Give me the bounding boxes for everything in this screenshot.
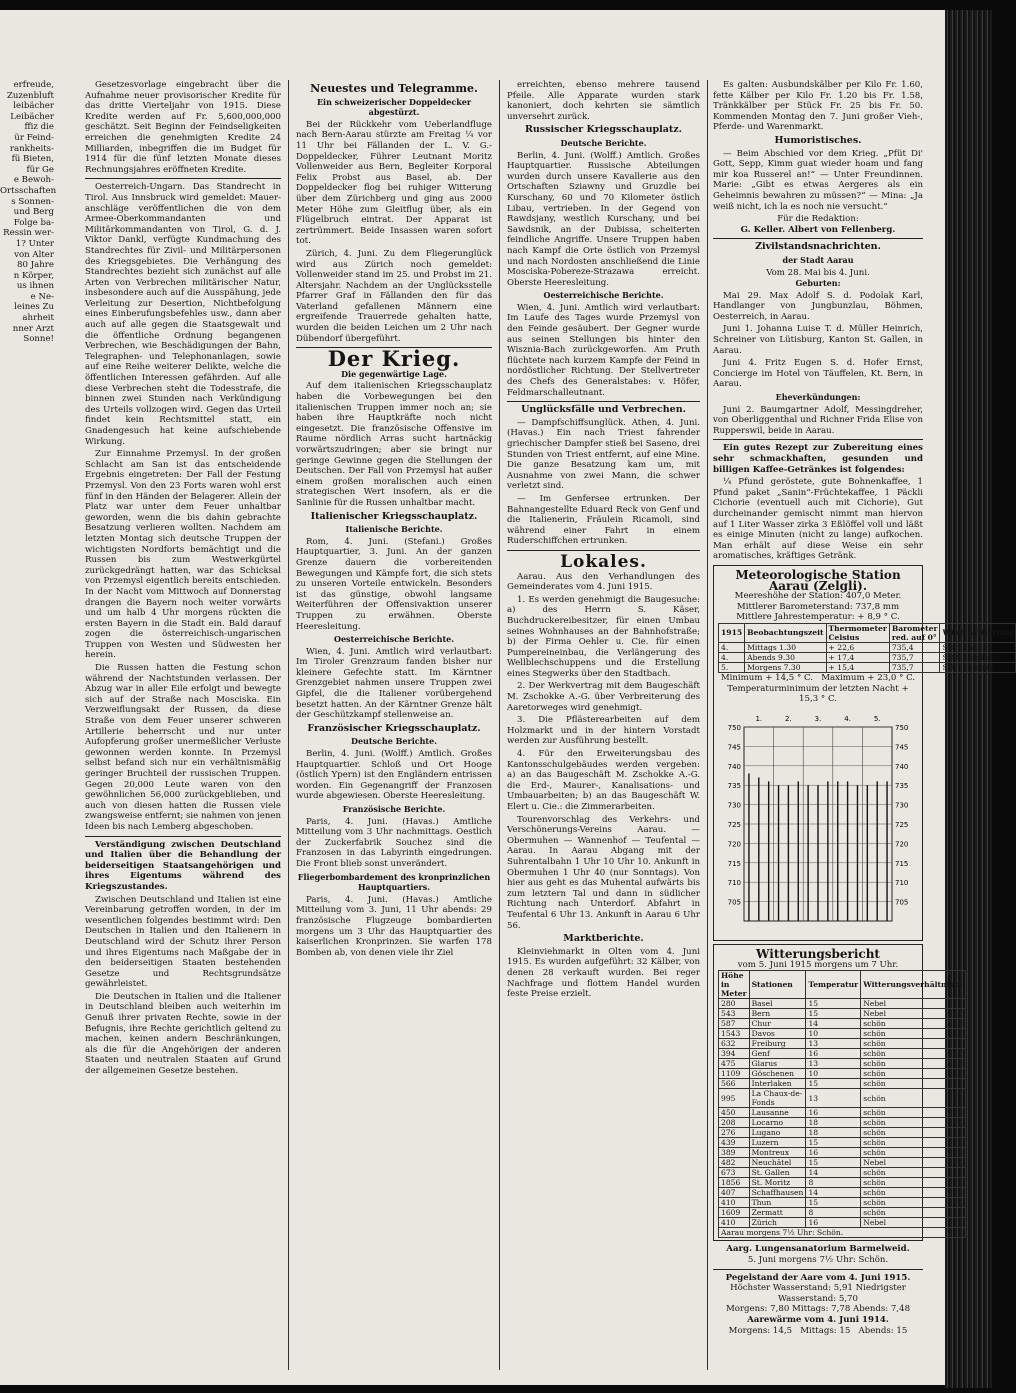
subheading: Eheverkündungen:	[775, 392, 861, 403]
table-cell: 16	[806, 1108, 861, 1118]
paragraph: — Im Genfersee ertrunken. Der Bahnangestellte Eduard Reck von Genf und die Italienerin, Fräulein Ricamoli, sind während einer Fahrt in einem Ruderschiffchen ertrunken.	[507, 493, 700, 547]
table-row	[719, 1208, 966, 1218]
table-cell: 735,7	[889, 662, 940, 672]
paragraph: erreichten, ebenso mehrere tausend Pfeile. Alle Apparate wurden stark kanoniert, doch kehrten sie sämtlich unversehrt zurück.	[507, 80, 700, 122]
maximum-value: Maximum + 23,0 ° C.	[821, 672, 916, 683]
table-header: Barometer red. auf 0°	[889, 623, 940, 642]
x-category-label: 5.	[873, 714, 881, 723]
table-row	[719, 1059, 966, 1069]
table-cell: 450	[719, 1108, 750, 1118]
aare-temp-values	[713, 1326, 923, 1337]
table-cell: Lausanne	[749, 1108, 806, 1118]
table-row	[719, 662, 1016, 672]
column-1	[85, 80, 281, 1370]
subheading: der Stadt Aarau	[782, 254, 854, 265]
table-cell: Glarus	[749, 1059, 806, 1069]
y-tick-label: 715	[727, 859, 741, 868]
table-cell: 587	[719, 1019, 750, 1029]
table-row	[719, 1108, 966, 1118]
table-cell: 16	[806, 1218, 861, 1228]
x-category-label: 4.	[844, 714, 851, 723]
table-cell: Mittags 1.30	[745, 642, 826, 652]
table-cell: Basel	[749, 999, 806, 1009]
paragraph-heading: Verständigung zwischen Deutschland und Italien über die Behandlung der beiderseitigen Staatsangehörigen und ihres Eigentums während des Kriegszustandes.	[85, 839, 281, 892]
column-4	[713, 80, 1014, 1370]
table-cell: 439	[719, 1138, 750, 1148]
paragraph: Zur Einnahme Przemysl. In der großen Schlacht am San ist das entscheidende Ergebnis eingetreten: Der Fall der Festung Przemysl. Von den 23 Forts waren wohl erst fünf in den Händen der Belagerer. Allein der Platz war unter dem Feuer unhaltbar geworden, wenn die bis dahin gebrachte Besatzung verlieren wollten. Nachdem am letzten Montag sich deutsche Truppen der wichtigsten Nordforts bemächtigt und die Russen bis zum Westwerkgürtel zurückgedrängt hatten, war das Schicksal von Przemysl eigentlich bereits entschieden. In der Nacht vom Mittwoch auf Donnerstag drangen die Bayern noch weiter vorwärts und um halb 4 Uhr morgens rückten die ersten Bayern in die Stadt ein. Bald darauf zogen die österreichisch-ungarischen Truppen von Westen und Südwesten her herein.	[85, 449, 281, 661]
paragraph: ¼ Pfund geröstete, gute Bohnenkaffee, 1 Pfund paket „Sanin“-Früchtekaffee, 1 Päckli Cichorie (eventuell auch mit Cichorie), Gut durcheinander gemischt nimmt man hiervon auf 1 Liter Wasser zirka 3 Eßlöffel voll und läßt es einige Minuten (nicht zu lange) aufkochen. Man erhält auf diese Weise ein sehr aromatisches, kräftiges Getränk.	[713, 477, 923, 562]
table-cell: Chur	[749, 1019, 806, 1029]
weather-report-box	[713, 944, 963, 1241]
editor-label: Für die Redaktion:	[777, 214, 859, 225]
table-header: Beobachtungszeit	[745, 623, 826, 642]
table-row	[719, 1039, 966, 1049]
table-cell: 1609	[719, 1208, 750, 1218]
y-tick-label: 730	[727, 801, 741, 810]
table-cell: Göschenen	[749, 1069, 806, 1079]
table-cell: 410	[719, 1218, 750, 1228]
table-cell: 15	[806, 1009, 861, 1019]
paragraph: Die Deutschen in Italien und die Italiener in Deutschland bleiben auch weiterhin im Genuß ihrer privaten Rechte, sowie in der Befugnis, ihre Rechte gerichtlich geltend zu machen, keinen andern Beschränkungen, als die für die Angehörigen der anderen Staaten und neutralen Staaten auf Grund der allgemeinen Gesetze bestehen.	[85, 991, 281, 1077]
table-cell: schön	[861, 1069, 966, 1079]
table-cell: schön	[861, 1108, 966, 1118]
y-tick-label-right: 720	[895, 840, 909, 849]
section-title: Marktberichte.	[563, 933, 644, 945]
table-cell: 13	[806, 1039, 861, 1049]
table-row	[719, 1188, 966, 1198]
table-cell: Morgens 7.30	[745, 662, 826, 672]
table-cell: Luzern	[749, 1138, 806, 1148]
paragraph: Die Russen hatten die Festung schon während der Nachtstunden verlassen. Der Abzug war in aller Eile erfolgt und bewegte sich auf der Straße nach Mosciska. Ein Verzweiflungsakt der Russen, da diese Straße von dem Feuer unserer schweren Artillerie beherrscht und nur unter Aufopferung großer unermeßlicher Verluste gewonnen werden konnte. In Przemysl selbst befand sich nur ein verhältnismäßig geringer Bruchteil der russischen Truppen. Gegen 20,000 Leute waren von den gewöhnlichen 56,000 zurückgeblieben, und auch von diesen hatten die Russen viele zwangsweise entfernt; sie nahmen von jenen Ideen bis nach Lemberg abgeschoben.	[85, 663, 281, 832]
table-cell: 280	[719, 999, 750, 1009]
fragment-line: rankheits-	[9, 143, 54, 154]
subheading: Italienische Berichte.	[345, 524, 443, 535]
paragraph: Auf dem italienischen Kriegsschauplatz haben die Vorbewegungen bei den italienischen Truppen immer noch an; sie haben ihre Hauptkräfte noch nicht eingesetzt. Die französische Offensive im Raume nördlich Arras sucht hartnäckig vorwärtszudringen; aber sie bringt nur geringe Gewinne gegen die Stellungen der Deutschen. Der Fall von Przemysl hat außer einem großen moralischen auch einen strategischen Wert insofern, als er die Sanlinie für die Russen unhaltbar macht.	[296, 381, 492, 508]
table-cell: 475	[719, 1059, 750, 1069]
table-cell: schön	[861, 1148, 966, 1158]
table-header: Temperatur	[806, 971, 861, 999]
fragment-line: s Sonnen-	[11, 196, 54, 207]
table-cell: 673	[719, 1168, 750, 1178]
table-cell: 1543	[719, 1029, 750, 1039]
y-tick-label-right: 740	[895, 762, 909, 771]
table-cell: St. Gallen	[749, 1168, 806, 1178]
table-cell: Nebel	[861, 1009, 966, 1019]
table-row	[719, 1029, 966, 1039]
station-line: Mittlerer Barometerstand: 737,8 mm	[736, 601, 900, 612]
table-cell: + 15,4	[826, 662, 889, 672]
table-cell: Nebel	[861, 1218, 966, 1228]
table-row	[719, 642, 1016, 652]
weather-table	[718, 623, 1016, 673]
table-row	[719, 1089, 966, 1108]
fragment-line: von Alter	[14, 249, 54, 260]
table-cell: + 17,4	[826, 652, 889, 662]
table-cell: schön	[861, 1178, 966, 1188]
subheading: Deutsche Berichte.	[560, 137, 647, 148]
fragment-line: 80 Jahre	[17, 260, 54, 271]
paragraph: — Beim Abschied vor dem Krieg. „Pfüt Di' Gott, Sepp, Kimm guat wieder hoam und fang mir koa Russerel an!“ — Unter Freundinnen. Marie: „Gibt es etwas Aergeres als ein Geheimnis bewahren zu müssen?“ — Mina: „Ja weiß nicht, ich la es noch nie versucht.“	[713, 148, 923, 212]
weather-report-date: vom 5. Juni 1915 morgens um 7 Uhr.	[737, 959, 899, 970]
table-cell: 15	[806, 1138, 861, 1148]
table-cell: Nebel	[861, 999, 966, 1009]
table-cell: 1109	[719, 1069, 750, 1079]
editor-names: G. Keller. Albert von Fellenberg.	[740, 224, 896, 235]
table-cell: 4.	[719, 642, 745, 652]
paragraph: Es galten: Ausbundskälber per Kilo Fr. 1.60, fette Kälber per Kilo Fr. 1.20 bis Fr. 1.58, Tränkkälber per Stück Fr. 25 bis Fr. 50. Kommenden Montag den 7. Juni großer Vieh-, Pferde- und Warenmarkt.	[713, 80, 923, 133]
table-row	[719, 1019, 966, 1029]
table-cell: schön	[861, 1128, 966, 1138]
water-level-min: Niedrigster Wasserstand: 5,70	[777, 1283, 906, 1304]
paragraph: Oesterreich-Ungarn. Das Standrecht in Tirol. Aus Innsbruck wird gemeldet: Mauer-anschläge veröffentlichen die von dem Armee-Oberkommandanten und Militärkommandanten von Tirol, G. d. J. Viktor Dankl, verfügte Kundmachung des Standrechtes für Zivil- und Militärpersonen des Kriegsgebietes. Die Verhängung des Standrechtes bezieht sich zunächst auf alle Arten von Verbrechen militärischer Natur, insbesondere auch auf die Ausspähung, jede Verleitung zur Desertion, Nichtbefolgung eines Einberufungsbefehles usw., dann aber auch auf alle gegen die Staatsgewalt und die öffentliche Ordnung begangenen Verbrechen, wie Beschädigungen der Bahn, Telegraphen- und Telephonanlagen, sowie auf eine Reihe weiterer Delikte, welche die öffentlichen Interessen gefährden. Auf alle diese Verbrechen steht die Todesstrafe, die binnen zwei Stunden nach Verkündigung des Urteils vollzogen wird. Gegen das Urteil findet kein Rechtsmittel statt, ein Gnadengesuch hat keine aufschiebende Wirkung.	[85, 182, 281, 447]
table-row	[719, 1138, 966, 1148]
fragment-line: Folge ba-	[13, 217, 54, 228]
night-minimum: Temperaturminimum der letzten Nacht + 15,3 ° C.	[727, 683, 909, 705]
table-cell: 18	[806, 1128, 861, 1138]
weather-report-title: Witterungsbericht	[756, 947, 880, 962]
section-title-local: Lokales.	[560, 551, 647, 572]
table-row	[719, 1069, 966, 1079]
weather-report-table	[718, 970, 966, 1238]
table-cell: 15	[806, 1198, 861, 1208]
fragment-line: leibächer	[13, 101, 54, 112]
list-item: Mai 29. Max Adolf S. d. Podolak Karl, Handlanger von Jungbunzlau, Böhmen, Oesterreich, in Aarau.	[713, 290, 923, 322]
section-title: Humoristisches.	[774, 134, 862, 146]
station-line: Mittlere Jahrestemperatur: + 8,9 ° C.	[736, 612, 900, 623]
table-cell: 276	[719, 1128, 750, 1138]
weather-report-footer: Aarau morgens 7½ Uhr: Schön.	[719, 1228, 966, 1238]
table-cell: St. Moritz	[749, 1178, 806, 1188]
table-cell: schön	[967, 642, 1015, 652]
y-tick-label: 725	[727, 820, 741, 829]
y-tick-label: 740	[727, 762, 741, 771]
table-cell: 394	[719, 1049, 750, 1059]
table-cell: 995	[719, 1089, 750, 1108]
paragraph: Berlin, 4. Juni. (Wolff.) Amtlich. Großes Hauptquartier. Russische Abteilungen wurden durch unsere Kavallerie aus den Ortschaften Sziawny und Gruzdle bei Kurschany, 60 und 70 Kilometer östlich Libau, vertrieben. In der Gegend von Rawdsjany, westlich Kurschany, und bei Sawdsnik, an der Dubissa, scheiterten feindliche Angriffe. Unsere Truppen haben nach Kampf die Orte östlich von Przemysl und nach Nordosten anschließend die Linie Mosciska-Pobereze-Strazawa erreicht. Oberste Heeresleitung.	[507, 150, 700, 288]
table-cell: Bern	[749, 1009, 806, 1019]
weather-station-box	[713, 565, 1014, 941]
aare-temp-title: Aarewärme vom 4. Juni 1914.	[747, 1315, 889, 1326]
table-row	[719, 1148, 966, 1158]
table-cell: 10	[806, 1029, 861, 1039]
table-cell: schön	[861, 1039, 966, 1049]
table-cell: 16	[806, 1148, 861, 1158]
table-row	[719, 1218, 966, 1228]
table-header: Thermometer Celsius	[826, 623, 889, 642]
fragment-line: leines Zu	[14, 302, 54, 313]
fragment-line: ür Feind-	[14, 132, 54, 143]
paragraph: Paris, 4. Juni. (Havas.) Amtliche Mitteilung vom 3 Uhr nachmittags. Oestlich der Zuckerfabrik Souchez sind die Franzosen in das Labyrinth eingedrungen. Die Front blieb sonst unverändert.	[296, 816, 492, 869]
water-level-morning: Morgens: 7,80	[725, 1304, 790, 1315]
y-tick-label-right: 735	[895, 781, 909, 790]
table-cell: Lugano	[749, 1128, 806, 1138]
paragraph: — Dampfschiffsunglück. Athen, 4. Juni. (Havas.) Ein nach Triest fahrender griechischer Dampfer stieß bei Saseno, drei Stunden von Triest entfernt, auf eine Mine. Die ganze Besatzung kam um, mit Ausnahme von zwei Mann, die schwer verletzt sind.	[507, 417, 700, 492]
table-cell: 566	[719, 1079, 750, 1089]
fragment-line: Ressin wer-	[3, 228, 54, 239]
sanatorium-title: Aarg. Lungensanatorium Barmelweid.	[726, 1244, 910, 1255]
table-cell: 15	[806, 1158, 861, 1168]
table-row	[719, 652, 1016, 662]
list-item: 4. Für den Erweiterungsbau des Kantonsschulgebäudes werden vergeben: a) an das Baugeschäft M. Zschokke A.-G. die Erd-, Maurer-, Kanalisations- und Umbauarbeiten; b) an das Baugeschäft W. Elert u. Cie.: die Zimmerarbeiten.	[507, 749, 700, 812]
y-tick-label: 735	[727, 781, 741, 790]
subheading: Oesterreichische Berichte.	[333, 634, 455, 645]
aare-temp-morning: Morgens: 14,5	[728, 1325, 793, 1336]
water-level-max: Höchster Wasserstand: 5,91	[730, 1283, 853, 1294]
section-title-telegrams: Neuestes und Telegramme.	[310, 82, 478, 95]
station-line: Meereshöhe der Station: 407,0 Meter.	[734, 591, 902, 602]
x-category-label: 1.	[755, 714, 763, 723]
table-cell: Genf	[749, 1049, 806, 1059]
paragraph: Kleinviehmarkt in Olten vom 4. Juni 1915. Es wurden aufgeführt: 32 Kälber, von denen 28 verkauft wurden. Bei reger Nachfrage und flottem Handel wurden feste Preise erzielt.	[507, 946, 700, 1000]
fragment-line: Sonne!	[23, 334, 54, 345]
table-cell: 13	[806, 1059, 861, 1069]
fragment-line: für Ge	[26, 164, 54, 175]
y-tick-label-right: 705	[895, 898, 909, 907]
paragraph: Rom, 4. Juni. (Stefani.) Großes Hauptquartier, 3. Juni. An der ganzen Grenze dauern die vorbereitenden Bewegungen und Kämpfe fort, die sich stets zu unseren Vorteile entwickeln. Besonders ist das günstige, obwohl langsame Weiterführen der Offensivaktion unserer Truppen zu erwähnen. Oberste Heeresleitung.	[296, 536, 492, 632]
x-category-label: 3.	[814, 714, 822, 723]
y-tick-label-right: 710	[895, 878, 909, 887]
table-cell: schön	[861, 1089, 966, 1108]
column-3	[507, 80, 700, 1370]
column-rule	[288, 80, 289, 1370]
fragment-line: und Berg	[13, 207, 54, 218]
table-header: Höhe in Meter	[719, 971, 750, 999]
table-row	[719, 1049, 966, 1059]
min-max-line	[718, 673, 918, 684]
table-header: Witterungsverhältnisse	[861, 971, 966, 999]
aare-temp-evening: Abends: 15	[858, 1325, 908, 1336]
section-title: Italienischer Kriegsschauplatz.	[310, 510, 478, 522]
y-tick-label: 710	[727, 878, 741, 887]
weather-station-title: Meteorologische Station Aarau (Zelgli).	[735, 567, 901, 593]
table-row	[719, 1198, 966, 1208]
paragraph: Tourenvorschlag des Verkehrs- und Verschönerungs-Vereins Aarau. — Obermuhen — Wannenhof — Teufental — Aarau. In Aarau Abgang mit der Suhrentalbahn 1 Uhr 10 Uhr 10. Ankunft in Obermuhen 1 Uhr 40 (nur Sonntags). Von hier aus geht es das Muhental aufwärts bis zum letztern Tal und dann in südlicher Richtung nach Unterdorf. Abfahrt in Teufental 6 Uhr 13. Ankunft in Aarau 6 Uhr 56.	[507, 814, 700, 931]
table-cell: 14	[806, 1168, 861, 1178]
subheading: Deutsche Berichte.	[351, 736, 437, 747]
table-cell: 8	[806, 1178, 861, 1188]
table-cell: 389	[719, 1148, 750, 1158]
list-item: Juni 4. Fritz Eugen S. d. Hofer Ernst, Concierge im Hotel von Täuffelen, Kt. Bern, in Aarau.	[713, 358, 923, 390]
table-cell: 5.	[719, 662, 745, 672]
fragment-line: nner Arzt	[12, 323, 54, 334]
water-level-title: Pegelstand der Aare vom 4. Juni 1915.	[725, 1272, 911, 1283]
fragment-line: e Bewoh-	[13, 175, 54, 186]
section-title: Russischer Kriegsschauplatz.	[524, 124, 682, 136]
paragraph: Wien, 4. Juni. Amtlich wird verlautbart: Im Tiroler Grenzraum fanden bisher nur kleinere Gefechte statt. Im Kärntner Grenzgebiet nahmen unsere Truppen zwei Gipfel, die die Italiener vorübergehend besetzt hatten. An der Kärntner Grenze hält der Geschützkampf stellenweise an.	[296, 646, 492, 721]
table-cell: Montreux	[749, 1148, 806, 1158]
table-cell: schön	[861, 1029, 966, 1039]
table-cell: 1856	[719, 1178, 750, 1188]
table-cell: 410	[719, 1198, 750, 1208]
subheading: Geburten:	[795, 278, 841, 289]
table-cell: Abends 9.30	[745, 652, 826, 662]
table-cell: Zermatt	[749, 1208, 806, 1218]
paragraph: Zwischen Deutschland und Italien ist eine Vereinbarung getroffen worden, in der im wesentlichen folgendes bestimmt wird: Den Deutschen in Italien und den Italienern in Deutschland wird der Schutz ihrer Person und ihres Eigentums nach Maßgabe der in den beiderseitigen Staaten bestehenden Gesetze und Rechtsgrundsätze gewährleistet.	[85, 894, 281, 990]
y-tick-label-right: 745	[895, 743, 909, 752]
table-cell: SO 1	[940, 642, 967, 652]
table-cell: 482	[719, 1158, 750, 1168]
table-cell: 13	[806, 1089, 861, 1108]
table-cell: SO 0	[940, 652, 967, 662]
paragraph: Zürich, 4. Juni. Zu dem Fliegerunglück wird aus Zürich noch gemeldet: Vollenweider stand im 25. und Probst im 21. Altersjahr. Nachdem an der Unglücksstelle Pfarrer Graf in Fällanden den für das Vaterland gefallenen Männern eine ergreifende Trauerrede gehalten hatte, wurden die beiden Leichen um 2 Uhr nach Dübendorf übergeführt.	[296, 248, 492, 344]
table-header: Wind	[940, 623, 967, 642]
table-row	[719, 999, 966, 1009]
table-cell: 10	[806, 1069, 861, 1079]
y-tick-label: 720	[727, 840, 741, 849]
table-cell: Davos	[749, 1029, 806, 1039]
fragment-line: ffiz die	[24, 122, 54, 133]
column-2	[296, 80, 492, 1370]
aare-temp-noon: Mittags: 15	[800, 1325, 851, 1336]
table-cell: 632	[719, 1039, 750, 1049]
paragraph-heading: Ein gutes Rezept zur Zubereitung eines sehr schmackhaften, gesunden und billigen Kaffee-Getränkes ist folgendes:	[713, 443, 923, 475]
table-cell: 16	[806, 1049, 861, 1059]
table-row	[719, 1128, 966, 1138]
fragment-line: Ortsschaften	[0, 185, 57, 196]
table-cell: schön	[861, 1198, 966, 1208]
column-rule	[499, 80, 500, 1370]
y-tick-label: 745	[727, 743, 741, 752]
table-cell: Freiburg	[749, 1039, 806, 1049]
column-rule	[707, 80, 708, 1370]
list-item: 1. Es werden genehmigt die Baugesuche: a) des Herrn S. Käser, Buchdruckereibesitzer, für einen Umbau seines Wohnhauses an der Bahnhofstraße; b) der Firma Oehler u. Cie. für einen Pumpereineinbau, die Verlängerung des Wellblechschuppens und die Erstellung eines Stegwerks über den Stadtbach.	[507, 594, 700, 679]
table-header: Witterung	[967, 623, 1015, 642]
list-item: 2. Der Werkvertrag mit dem Baugeschäft M. Zschokke A.-G. über Verbreiterung des Aaretorweges wird genehmigt.	[507, 681, 700, 713]
table-cell: schön	[861, 1118, 966, 1128]
subheading: Ein schweizerischer Doppeldecker abgestürzt.	[316, 96, 472, 118]
table-cell: schön	[861, 1059, 966, 1069]
y-tick-label-right: 750	[895, 723, 909, 732]
table-cell: schön	[861, 1019, 966, 1029]
table-cell: schön	[861, 1079, 966, 1089]
y-tick-label-right: 730	[895, 801, 909, 810]
fragment-line: ahrheit	[22, 313, 54, 324]
paragraph: Wien, 4. Juni. Amtlich wird verlautbart: Im Laufe des Tages wurde Przemysl von den Feinde gesäubert. Der Gegner wurde aus seinen Stellungen bis hinter den Wisznia-Bach zurückgeworfen. Am Pruth flüchtete nach kurzem Kampfe der Feind in nordöstlicher Richtung. Der Stellvertreter des Chefs des Generalstabes: v. Höfer, Feldmarschalleutnant.	[507, 302, 700, 398]
table-cell: 14	[806, 1188, 861, 1198]
table-row	[719, 1178, 966, 1188]
barometer-chart	[718, 705, 918, 935]
table-cell: 15	[806, 999, 861, 1009]
previous-page-fragment	[0, 80, 57, 1370]
minimum-value: Minimum + 14,5 ° C.	[720, 672, 814, 683]
table-cell: Interlaken	[749, 1079, 806, 1089]
table-cell: 8	[806, 1208, 861, 1218]
water-level-noon: Mittags: 7,78	[792, 1304, 851, 1315]
fragment-line: Zuzenbluft	[6, 90, 54, 101]
section-title: Französischer Kriegsschauplatz.	[307, 722, 481, 734]
table-cell: Zürich	[749, 1218, 806, 1228]
y-tick-label-right: 715	[895, 859, 909, 868]
table-cell: 15	[806, 1079, 861, 1089]
table-cell: schön	[861, 1208, 966, 1218]
list-item: Juni 1. Johanna Luise T. d. Müller Heinrich, Schreiner von Lütisburg, Kanton St. Gallen, in Aarau.	[713, 324, 923, 356]
fragment-line: 1? Unter	[15, 238, 54, 249]
section-title-war: Der Krieg.	[327, 346, 461, 372]
table-cell: 4.	[719, 652, 745, 662]
table-cell: Thun	[749, 1198, 806, 1208]
table-cell: 735,7	[889, 652, 940, 662]
water-level-evening: Abends: 7,48	[853, 1304, 911, 1315]
fragment-line: us ihnen	[16, 281, 54, 292]
paragraph: Bei der Rückkehr vom Ueberlandfluge nach Bern-Aarau stürzte am Freitag ¼ vor 11 Uhr bei Fällanden der L. V. G.-Doppeldecker, Führer Leutnant Moritz Vollenweider aus Bern, Begleiter Korporal Felix Probst aus Basel, ab. Der Doppeldecker flog bei ruhiger Witterung über dem Zürichberg und ging aus 2000 Meter Höhe zum Gleitflug über, als ein Flügelbruch eintrat. Der Apparat ist zertrümmert. Beide Insassen waren sofort tot.	[296, 119, 492, 247]
list-item: 3. Die Pflästerearbeiten auf dem Holzmarkt und in der hintern Vorstadt werden zur Ausführung bestellt.	[507, 715, 700, 747]
paragraph: Gesetzesvorlage eingebracht über die Aufnahme neuer provisorischer Kredite für das dritte Vierteljahr von 1915. Diese Kredite werden auf Fr. 5,600,000,000 geschätzt. Seit Beginn der Feindseligkeiten erreichen die genehmigten Kredite 24 Milliarden, inbegriffen die im Budget für 1914 für die fünf letzten Monate dieses Rechnungsjahres eröffneten Kredite.	[85, 80, 281, 175]
table-cell: Locarno	[749, 1118, 806, 1128]
fragment-line: erfreude,	[13, 80, 54, 90]
water-level-values	[713, 1283, 923, 1315]
table-row	[719, 1079, 966, 1089]
y-tick-label-right: 725	[895, 820, 909, 829]
table-cell: neblig	[967, 662, 1015, 672]
subheading: Oesterreichische Berichte.	[543, 290, 664, 301]
table-cell: La Chaux-de-Fonds	[749, 1089, 806, 1108]
table-cell: Nebel	[861, 1158, 966, 1168]
table-row	[719, 1009, 966, 1019]
table-cell: bedeckt	[967, 652, 1015, 662]
table-header: Stationen	[749, 971, 806, 999]
section-title: Unglücksfälle und Verbrechen.	[521, 404, 686, 416]
paragraph: Berlin, 4. Juni. (Wolff.) Amtlich. Großes Hauptquartier. Schloß und Ort Hooge (östlich Ypern) ist den Engländern entrissen worden. Ein Gegenangriff der Franzosen wurde abgewiesen. Oberste Heeresleitung.	[296, 749, 492, 802]
section-title: Zivilstandsnachrichten.	[755, 241, 881, 253]
paragraph: Aarau. Aus den Verhandlungen des Gemeinderates vom 4. Juni 1915.	[507, 571, 700, 593]
table-cell: 208	[719, 1118, 750, 1128]
table-cell: schön	[861, 1049, 966, 1059]
fragment-line: n Körper,	[13, 270, 54, 281]
fragment-line: e Ne-	[30, 291, 54, 302]
table-cell: schön	[861, 1168, 966, 1178]
table-row	[719, 1168, 966, 1178]
date-range: Vom 28. Mai bis 4. Juni.	[766, 267, 870, 278]
table-cell: 14	[806, 1019, 861, 1029]
subheading: Französische Berichte.	[342, 804, 446, 814]
table-cell: 407	[719, 1188, 750, 1198]
table-cell: schön	[861, 1138, 966, 1148]
sanatorium-report: 5. Juni morgens 7½ Uhr: Schön.	[747, 1255, 889, 1266]
paragraph: Paris, 4. Juni. (Havas.) Amtliche Mitteilung vom 3. Juni, 11 Uhr abends: 29 französische Flugzeuge bombardierten morgens um 3 Uhr das Hauptquartier des kaiserlichen Kronprinzen. Sie warfen 178 Bomben ab, von denen viele ihr Ziel	[296, 894, 492, 958]
table-header: 1915	[719, 623, 745, 642]
table-row	[719, 1158, 966, 1168]
table-cell: + 22,6	[826, 642, 889, 652]
subheading: Die gegenwärtige Lage.	[341, 368, 447, 379]
fragment-line: fü Bieten,	[11, 154, 54, 165]
y-tick-label: 705	[727, 898, 741, 907]
table-cell: 18	[806, 1118, 861, 1128]
subheading: Fliegerbombardement des kronprinzlichen Hauptquartiers.	[297, 871, 491, 893]
table-cell: 543	[719, 1009, 750, 1019]
table-cell: SO 1	[940, 662, 967, 672]
x-category-label: 2.	[785, 714, 792, 723]
fragment-line: Leibächer	[10, 111, 54, 122]
list-item: Juni 2. Baumgartner Adolf, Messingdreher, von Oberliggenthal und Richner Frida Elise von Rupperswil, beide in Aarau.	[713, 404, 923, 436]
table-cell: 735,4	[889, 642, 940, 652]
table-cell: Schaffhausen	[749, 1188, 806, 1198]
table-cell: Neuchâtel	[749, 1158, 806, 1168]
table-row	[719, 1118, 966, 1128]
table-cell: schön	[861, 1188, 966, 1198]
y-tick-label: 750	[727, 723, 741, 732]
